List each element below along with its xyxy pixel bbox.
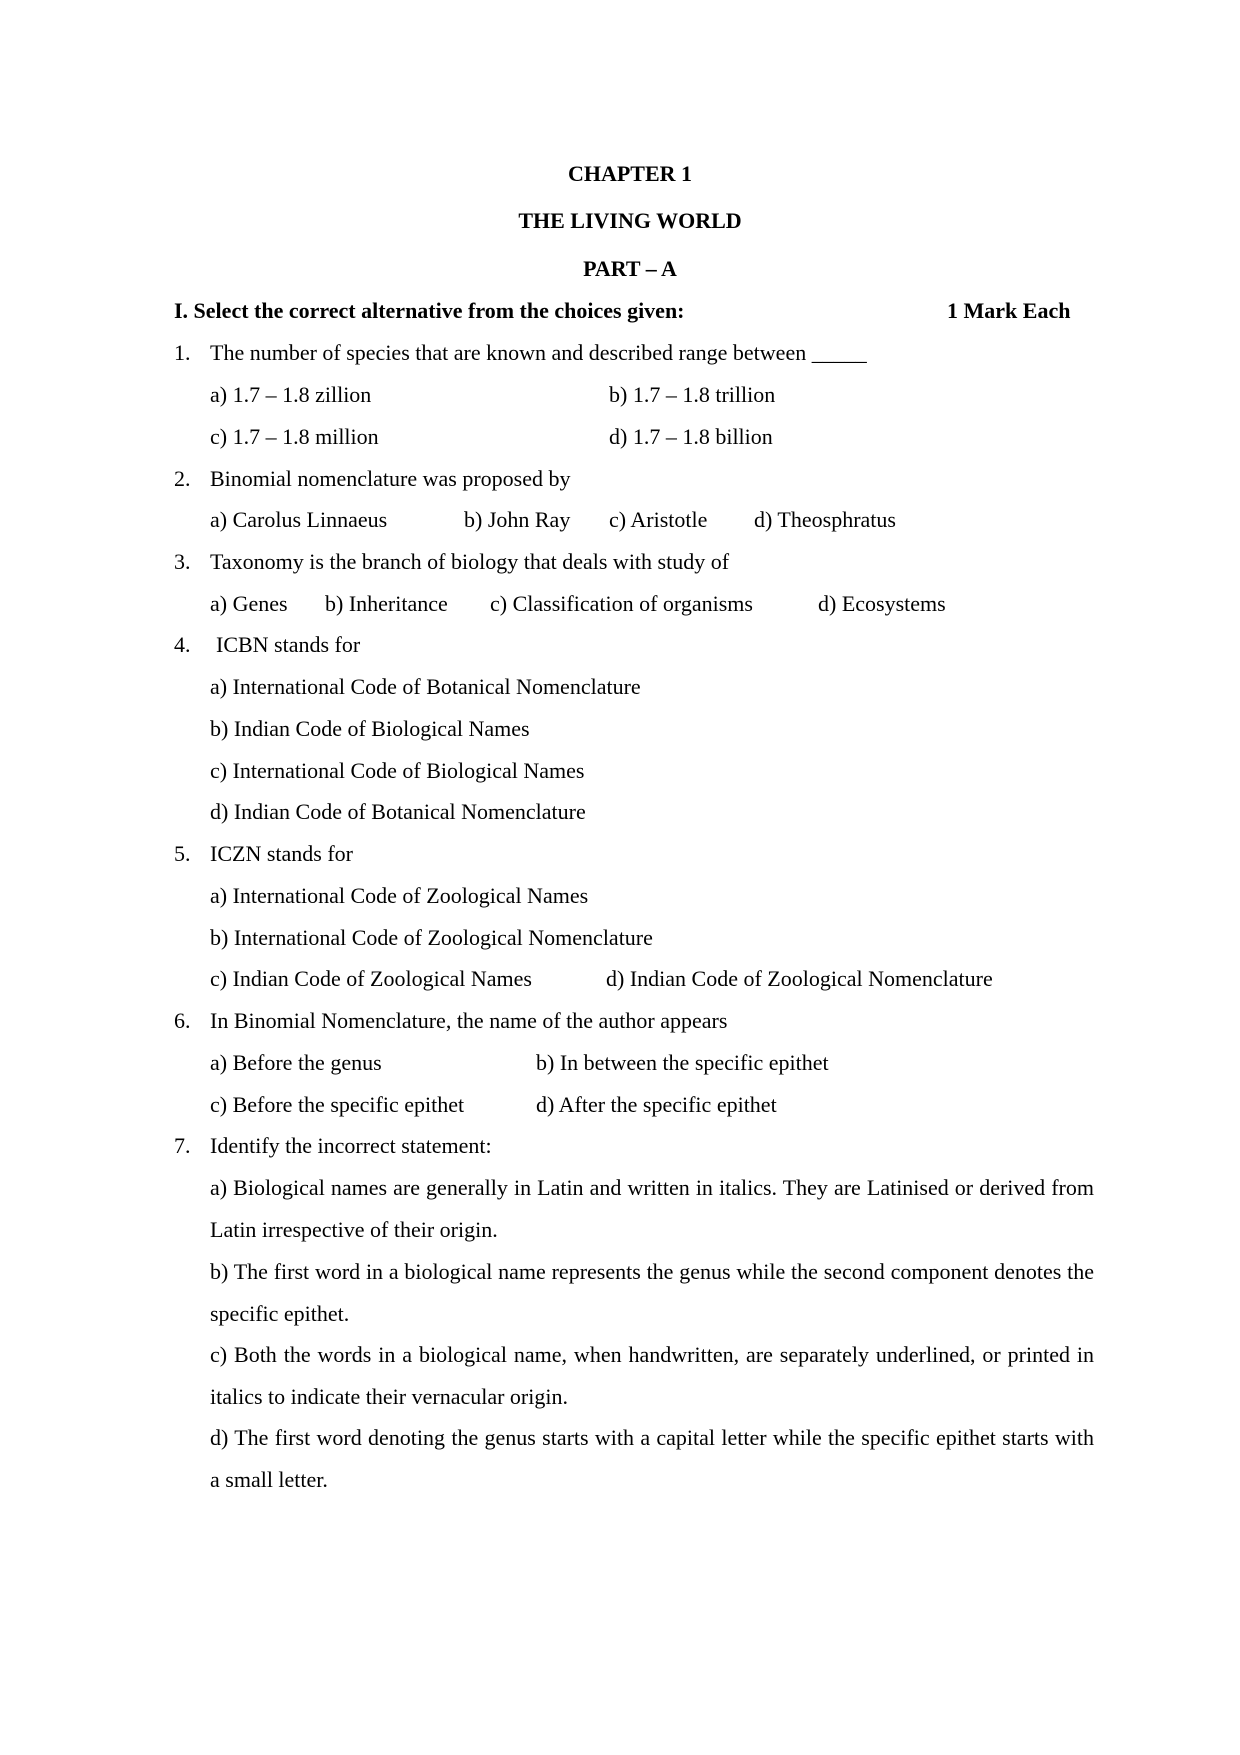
question-number: 3. <box>174 549 191 574</box>
option-b: b) The first word in a biological name represents the genus while the second component denotes the specific epithet. <box>210 1259 1094 1326</box>
option-d: d) After the specific epithet <box>536 1092 777 1117</box>
option-c: c) 1.7 – 1.8 million <box>210 424 379 449</box>
question-number: 6. <box>174 1008 191 1033</box>
option-d: d) 1.7 – 1.8 billion <box>609 424 773 449</box>
option-d: d) Ecosystems <box>818 591 946 616</box>
option-a: a) International Code of Botanical Nomenclature <box>210 674 641 699</box>
option-a: a) International Code of Zoological Names <box>210 883 589 908</box>
question-number: 1. <box>174 340 191 365</box>
question-text: The number of species that are known and described range between _____ <box>210 340 867 365</box>
option-b: b) 1.7 – 1.8 trillion <box>609 382 776 407</box>
option-a: a) Before the genus <box>210 1050 382 1075</box>
question-text: Taxonomy is the branch of biology that deals with study of <box>210 549 730 574</box>
option-b: b) Inheritance <box>325 591 448 616</box>
marks-label: 1 Mark Each <box>947 298 1071 323</box>
section-instruction: I. Select the correct alternative from the choices given: <box>174 298 685 323</box>
option-d: d) Theosphratus <box>754 507 896 532</box>
part-label: PART – A <box>583 256 677 281</box>
option-a: a) Biological names are generally in Latin and written in italics. They are Latinised or derived from Latin irrespective of their origin. <box>210 1175 1094 1242</box>
option-b: b) John Ray <box>464 507 571 532</box>
option-c: c) Both the words in a biological name, when handwritten, are separately underlined, or printed in italics to indicate their vernacular origin. <box>210 1342 1094 1409</box>
chapter-title: THE LIVING WORLD <box>518 208 742 233</box>
option-a: a) Carolus Linnaeus <box>210 507 388 532</box>
option-b: b) In between the specific epithet <box>536 1050 829 1075</box>
option-c: c) Before the specific epithet <box>210 1092 465 1117</box>
question-text: Identify the incorrect statement: <box>210 1133 492 1158</box>
question-number: 2. <box>174 466 191 491</box>
chapter-number: CHAPTER 1 <box>567 161 693 186</box>
question-number: 7. <box>174 1133 191 1158</box>
question-text: ICZN stands for <box>210 841 353 866</box>
question-text: In Binomial Nomenclature, the name of the author appears <box>210 1008 728 1033</box>
question-number: 5. <box>174 841 191 866</box>
option-d: d) Indian Code of Botanical Nomenclature <box>210 799 586 824</box>
question-number: 4. <box>174 632 191 657</box>
question-text: Binomial nomenclature was proposed by <box>210 466 571 491</box>
option-a: a) 1.7 – 1.8 zillion <box>210 382 372 407</box>
option-a: a) Genes <box>210 591 288 616</box>
option-d: d) Indian Code of Zoological Nomenclature <box>606 966 993 991</box>
option-b: b) Indian Code of Biological Names <box>210 716 530 741</box>
option-c: c) Classification of organisms <box>490 591 753 616</box>
option-b: b) International Code of Zoological Nomenclature <box>210 925 653 950</box>
option-c: c) Indian Code of Zoological Names <box>210 966 532 991</box>
question-text: ICBN stands for <box>216 632 361 657</box>
option-c: c) Aristotle <box>609 507 708 532</box>
option-d: d) The first word denoting the genus starts with a capital letter while the specific epithet starts with a small letter. <box>210 1425 1094 1492</box>
option-c: c) International Code of Biological Names <box>210 758 585 783</box>
